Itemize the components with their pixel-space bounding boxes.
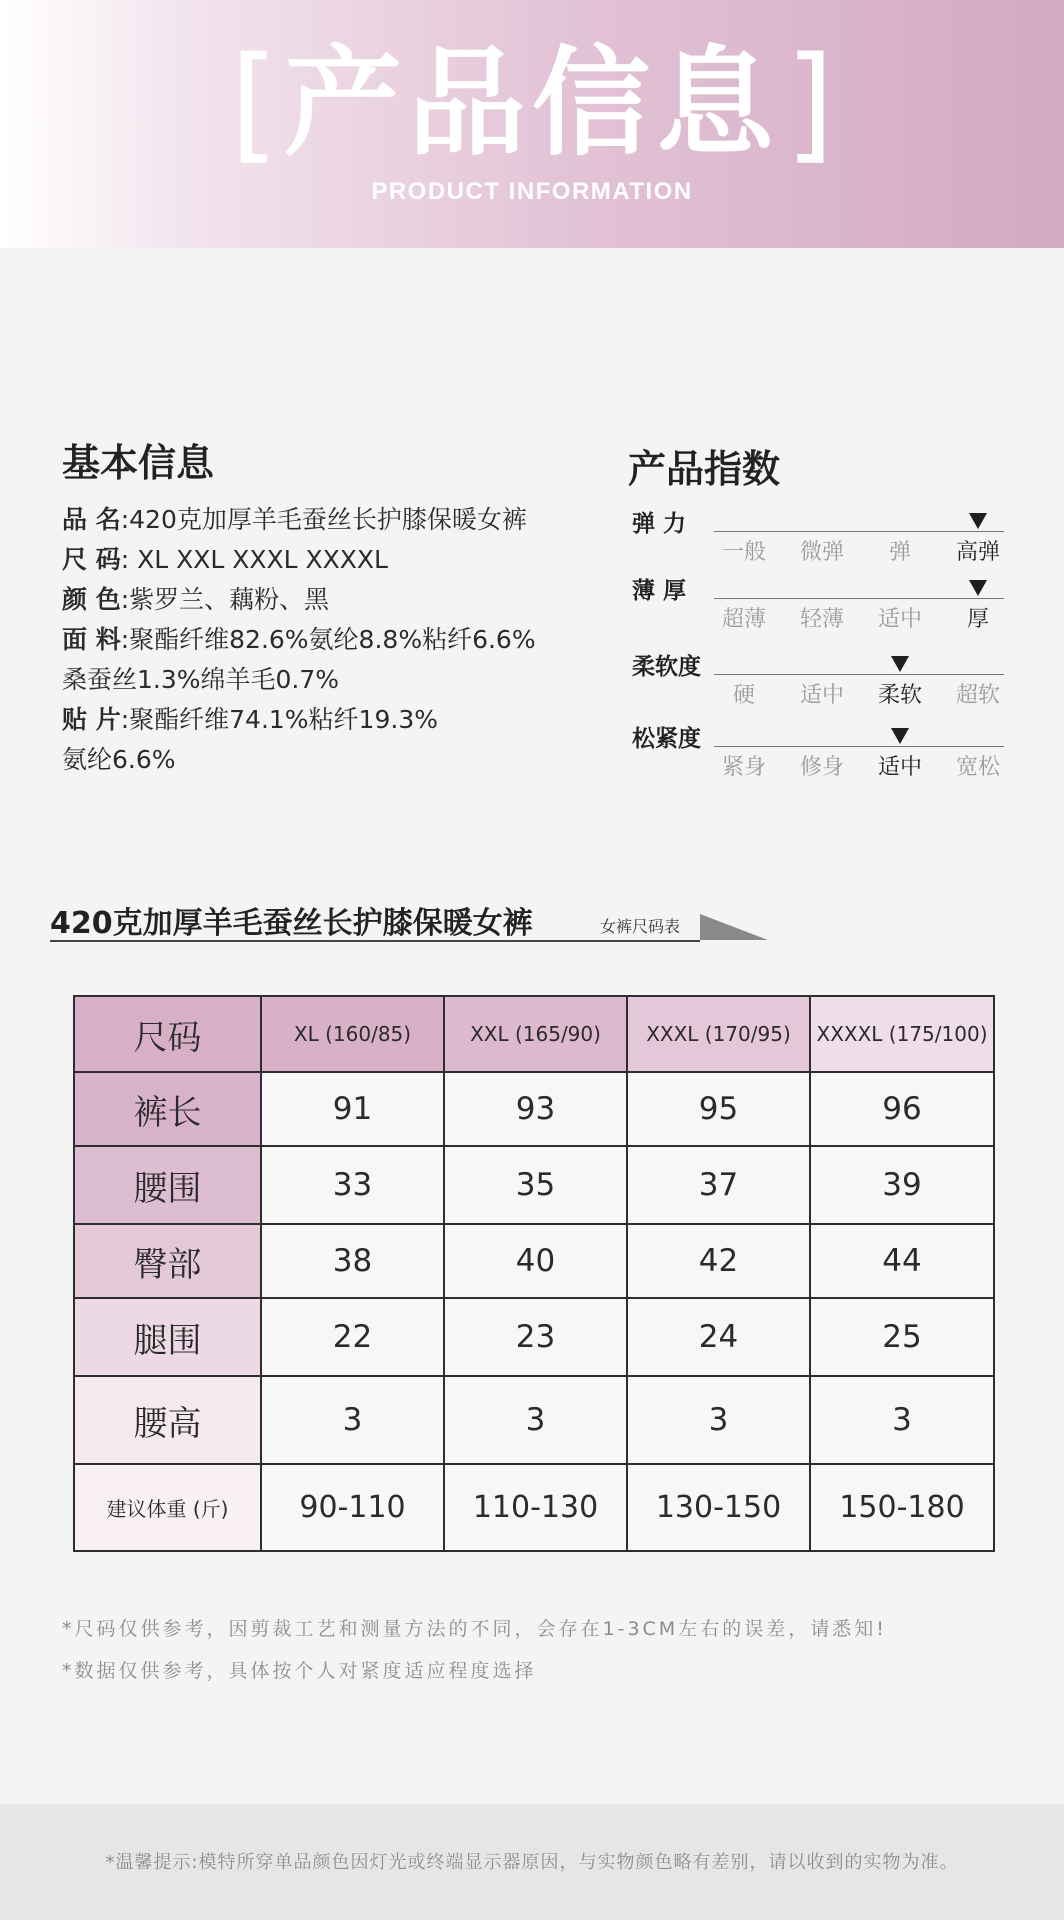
table-column-header: XXXL (170/95) bbox=[627, 996, 810, 1072]
index-option: 弹 bbox=[888, 540, 911, 565]
size-table-tag: 女裤尺码表 bbox=[600, 917, 681, 936]
basic-info-row bbox=[62, 620, 622, 660]
table-cell: 96 bbox=[810, 1072, 994, 1146]
basic-info-value: :聚酯纤维82.6%氨纶8.8%粘纤6.6% bbox=[120, 625, 536, 654]
basic-info-value: : XL XXL XXXL XXXXL bbox=[120, 545, 388, 574]
index-options bbox=[714, 678, 1004, 708]
table-cell: 33 bbox=[261, 1146, 444, 1224]
title-text: 产品信息 bbox=[283, 34, 780, 172]
index-row bbox=[632, 648, 1012, 708]
basic-info-row bbox=[62, 500, 622, 540]
table-corner-header: 尺码 bbox=[74, 996, 261, 1072]
table-cell: 95 bbox=[627, 1072, 810, 1146]
basic-info-row bbox=[62, 740, 622, 780]
index-option: 修身 bbox=[799, 755, 844, 780]
table-cell: 90-110 bbox=[261, 1464, 444, 1551]
footer-tip: *温馨提示:模特所穿单品颜色因灯光或终端显示器原因，与实物颜色略有差别，请以收到的实物为准。 bbox=[105, 1852, 959, 1873]
table-header-row bbox=[74, 996, 994, 1072]
note-data-reference: *数据仅供参考，具体按个人对紧度适应程度选择 bbox=[62, 1660, 537, 1682]
table-row-header: 臀部 bbox=[74, 1224, 261, 1298]
table-cell: 24 bbox=[627, 1298, 810, 1376]
table-column-header: XXXXL (175/100) bbox=[810, 996, 994, 1072]
table-cell: 37 bbox=[627, 1146, 810, 1224]
size-table-title: 420克加厚羊毛蚕丝长护膝保暖女裤 bbox=[50, 906, 533, 941]
index-option: 柔软 bbox=[877, 683, 922, 708]
size-table-title-rule bbox=[50, 940, 700, 942]
title-bracket-right: ] bbox=[785, 29, 835, 176]
index-options bbox=[714, 535, 1004, 565]
title-bracket-left: [ bbox=[229, 29, 279, 176]
index-row bbox=[632, 505, 1012, 565]
index-label: 薄 厚 bbox=[632, 578, 687, 604]
table-row-header: 裤长 bbox=[74, 1072, 261, 1146]
table-cell: 39 bbox=[810, 1146, 994, 1224]
table-cell: 3 bbox=[810, 1376, 994, 1464]
table-cell: 25 bbox=[810, 1298, 994, 1376]
index-option: 适中 bbox=[799, 683, 844, 708]
index-option: 紧身 bbox=[721, 755, 766, 780]
index-option: 适中 bbox=[877, 607, 922, 632]
size-table bbox=[73, 995, 995, 1552]
index-scale-line bbox=[714, 746, 1004, 747]
table-cell: 38 bbox=[261, 1224, 444, 1298]
index-option: 适中 bbox=[877, 755, 922, 780]
triangle-arrow-icon bbox=[700, 914, 768, 940]
basic-info-value: :紫罗兰、藕粉、黑 bbox=[120, 585, 330, 614]
index-scale-line bbox=[714, 598, 1004, 599]
index-option: 宽松 bbox=[955, 755, 1000, 780]
table-cell: 3 bbox=[627, 1376, 810, 1464]
index-option: 一般 bbox=[721, 540, 766, 565]
index-marker-icon bbox=[891, 728, 909, 744]
table-column-header: XL (160/85) bbox=[261, 996, 444, 1072]
table-row-header: 腿围 bbox=[74, 1298, 261, 1376]
index-label: 松紧度 bbox=[632, 726, 701, 752]
index-options bbox=[714, 602, 1004, 632]
index-marker-icon bbox=[969, 580, 987, 596]
basic-info-value: 桑蚕丝1.3%绵羊毛0.7% bbox=[62, 665, 340, 694]
table-row bbox=[74, 1224, 994, 1298]
header-banner bbox=[0, 0, 1064, 248]
basic-info-label: 颜 色 bbox=[62, 585, 121, 614]
table-row bbox=[74, 1376, 994, 1464]
basic-info-heading: 基本信息 bbox=[62, 441, 215, 485]
table-row-header: 腰围 bbox=[74, 1146, 261, 1224]
table-row-header: 建议体重 (斤) bbox=[74, 1464, 261, 1551]
page-title bbox=[0, 29, 1064, 176]
product-index-heading: 产品指数 bbox=[628, 447, 781, 491]
basic-info-list bbox=[62, 500, 622, 780]
table-cell: 150-180 bbox=[810, 1464, 994, 1551]
basic-info-row bbox=[62, 540, 622, 580]
table-cell: 42 bbox=[627, 1224, 810, 1298]
table-cell: 44 bbox=[810, 1224, 994, 1298]
table-column-header: XXL (165/90) bbox=[444, 996, 627, 1072]
basic-info-label: 贴 片 bbox=[62, 705, 121, 734]
basic-info-label: 尺 码 bbox=[62, 545, 121, 574]
basic-info-value: :聚酯纤维74.1%粘纤19.3% bbox=[120, 705, 438, 734]
index-scale-line bbox=[714, 674, 1004, 675]
table-cell: 23 bbox=[444, 1298, 627, 1376]
index-row bbox=[632, 720, 1012, 780]
footer bbox=[0, 1804, 1064, 1920]
table-row bbox=[74, 1146, 994, 1224]
index-row bbox=[632, 572, 1012, 632]
table-row bbox=[74, 1464, 994, 1551]
page-subtitle: PRODUCT INFORMATION bbox=[371, 178, 693, 205]
index-option: 厚 bbox=[966, 607, 989, 632]
table-cell: 3 bbox=[261, 1376, 444, 1464]
table-row bbox=[74, 1072, 994, 1146]
table-cell: 35 bbox=[444, 1146, 627, 1224]
index-option: 超软 bbox=[955, 683, 1000, 708]
basic-info-value: 氨纶6.6% bbox=[62, 745, 176, 774]
index-marker-icon bbox=[969, 513, 987, 529]
basic-info-label: 面 料 bbox=[62, 625, 121, 654]
table-cell: 3 bbox=[444, 1376, 627, 1464]
index-option: 超薄 bbox=[721, 607, 766, 632]
table-cell: 22 bbox=[261, 1298, 444, 1376]
table-cell: 93 bbox=[444, 1072, 627, 1146]
index-label: 弹 力 bbox=[632, 511, 687, 537]
table-cell: 91 bbox=[261, 1072, 444, 1146]
note-size-reference: *尺码仅供参考，因剪裁工艺和测量方法的不同，会存在1-3CM左右的误差，请悉知! bbox=[62, 1618, 887, 1640]
index-option: 高弹 bbox=[955, 540, 1000, 565]
basic-info-row bbox=[62, 660, 622, 700]
table-cell: 40 bbox=[444, 1224, 627, 1298]
table-row bbox=[74, 1298, 994, 1376]
table-cell: 130-150 bbox=[627, 1464, 810, 1551]
table-row-header: 腰高 bbox=[74, 1376, 261, 1464]
basic-info-row bbox=[62, 700, 622, 740]
table-cell: 110-130 bbox=[444, 1464, 627, 1551]
index-option: 微弹 bbox=[799, 540, 844, 565]
index-option: 轻薄 bbox=[799, 607, 844, 632]
index-option: 硬 bbox=[732, 683, 755, 708]
index-label: 柔软度 bbox=[632, 654, 701, 680]
basic-info-row bbox=[62, 580, 622, 620]
index-scale-line bbox=[714, 531, 1004, 532]
basic-info-label: 品 名 bbox=[62, 505, 121, 534]
index-options bbox=[714, 750, 1004, 780]
basic-info-value: :420克加厚羊毛蚕丝长护膝保暖女裤 bbox=[120, 505, 527, 534]
index-marker-icon bbox=[891, 656, 909, 672]
